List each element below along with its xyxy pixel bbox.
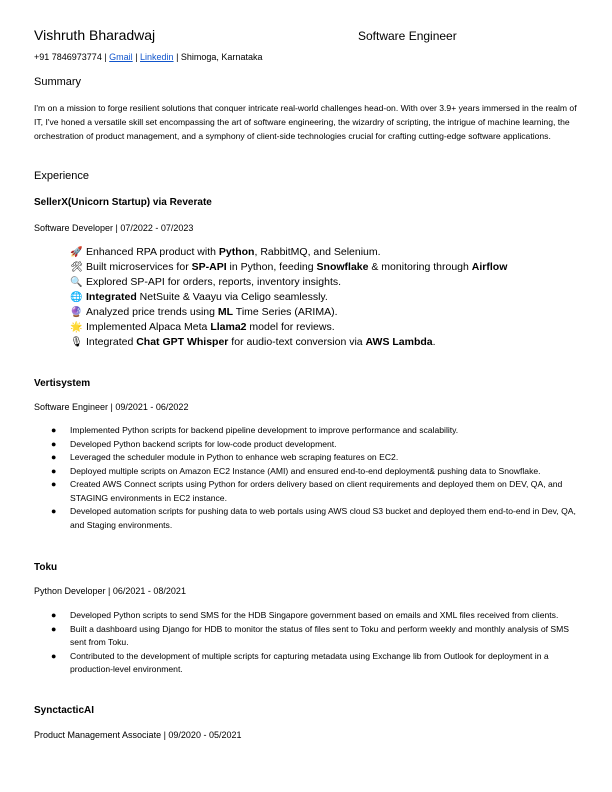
candidate-name: Vishruth Bharadwaj <box>34 27 156 43</box>
separator: | <box>173 52 181 62</box>
item-bold: Snowflake <box>316 261 369 273</box>
toku-bullets <box>34 609 582 677</box>
job-meta-vertisystem: Software Engineer | 09/2021 - 06/2022 <box>34 402 189 412</box>
item-text: Explored SP-API for orders, reports, inventory insights. <box>86 276 342 288</box>
bullet-icon: ● <box>51 438 57 449</box>
list-item <box>34 478 582 505</box>
list-item <box>70 290 590 305</box>
item-bold: Integrated <box>86 291 137 303</box>
company-toku: Toku <box>34 562 58 573</box>
summary-text: I'm on a mission to forge resilient solutions that conquer intricate real-world challenges head-on. With over 3.9+ years immersed in the realm of IT, I've honed a versatile skill set encompassing the art of software engineering, the wizardry of scripting, the intrigue of machine learning, the orchestration of product management, and a symphony of client-side technologies crucial for crafting cutting-edge software applications. <box>34 103 577 141</box>
item-text: Developed Python backend scripts for low-code product development. <box>70 438 337 449</box>
item-text: , RabbitMQ, and Selenium. <box>254 246 381 258</box>
microphone-icon: 🎙 <box>70 337 83 348</box>
company-sellerx: SellerX(Unicorn Startup) via Reverate <box>34 197 212 208</box>
company-vertisystem: Vertisystem <box>34 378 91 389</box>
item-text: for audio-text conversion via <box>228 336 366 348</box>
list-item <box>34 465 582 479</box>
bullet-icon: ● <box>51 650 57 661</box>
location: Shimoga, Karnataka <box>180 52 263 62</box>
globe-icon: 🌐 <box>70 292 83 303</box>
item-bold: Python <box>218 246 255 258</box>
list-item <box>70 335 590 350</box>
list-item <box>70 260 590 275</box>
summary-heading: Summary <box>34 76 82 88</box>
list-item <box>70 275 590 290</box>
list-item <box>34 505 582 532</box>
item-text: Enhanced RPA product with <box>86 246 219 258</box>
contact-line <box>34 52 262 62</box>
list-item <box>34 623 582 650</box>
item-text: model for reviews. <box>246 321 335 333</box>
list-item <box>70 245 590 260</box>
item-text: NetSuite & Vaayu via Celigo seamlessly. <box>136 291 328 303</box>
crystal-ball-icon: 🔮 <box>70 307 83 318</box>
vertisystem-bullets <box>34 424 582 532</box>
item-bold: Llama2 <box>210 321 247 333</box>
rocket-icon: 🚀 <box>70 247 83 258</box>
bullet-icon: ● <box>51 425 57 435</box>
bullet-icon: ● <box>51 623 57 634</box>
list-item <box>34 438 582 452</box>
sellerx-achievements <box>70 245 590 350</box>
phone-number: +91 7846973774 <box>34 52 102 62</box>
item-bold: ML <box>217 306 234 318</box>
bullet-icon: ● <box>51 465 57 476</box>
bullet-icon: ● <box>51 479 57 489</box>
item-text: Deployed multiple scripts on Amazon EC2 Instance (AMI) and ensured end-to-end deployment& pushing data to Snowflake. <box>70 465 541 476</box>
item-bold: Chat GPT Whisper <box>136 336 229 348</box>
item-text: Built a dashboard using Django for HDB to monitor the status of files sent to Toku and perform weekly and monthly analysis of SMS sent from Toku. <box>70 623 570 647</box>
experience-heading: Experience <box>34 170 90 182</box>
item-text: Time Series (ARIMA). <box>233 306 338 318</box>
item-text: Contributed to the development of multiple scripts for capturing metadata using Exchange lib from Outlook for deployment in a production-level environment. <box>70 650 549 674</box>
item-text: in Python, feeding <box>226 261 317 273</box>
list-item <box>34 424 582 438</box>
item-text: Implemented Python scripts for backend pipeline development to improve performance and scalability. <box>70 425 459 435</box>
item-text: Leveraged the scheduler module in Python to enhance web scraping features on EC2. <box>70 452 399 462</box>
magnifier-icon: 🔍 <box>70 277 83 288</box>
tools-icon: 🛠 <box>70 262 83 273</box>
item-text: Developed automation scripts for pushing data to web portals using AWS cloud S3 bucket and deployed them end-to-end in Dev, QA, and Staging environments. <box>70 506 576 530</box>
bullet-icon: ● <box>51 452 57 462</box>
list-item <box>34 609 582 623</box>
item-text: & monitoring through <box>368 261 472 273</box>
job-meta-synctacticai: Product Management Associate | 09/2020 - 05/2021 <box>34 730 242 740</box>
item-bold: AWS Lambda <box>365 336 433 348</box>
linkedin-link[interactable]: Linkedin <box>140 52 174 62</box>
company-synctacticai: SynctacticAI <box>34 705 95 716</box>
list-item <box>70 320 590 335</box>
item-text: Integrated <box>86 336 137 348</box>
candidate-role: Software Engineer <box>358 29 457 43</box>
gmail-link[interactable]: Gmail <box>109 52 133 62</box>
item-text: Built microservices for <box>86 261 192 273</box>
item-bold: Airflow <box>471 261 508 273</box>
separator: | <box>132 52 141 62</box>
item-text: . <box>432 336 436 348</box>
item-text: Implemented Alpaca Meta <box>86 321 211 333</box>
bullet-icon: ● <box>51 506 57 516</box>
list-item <box>34 451 582 465</box>
job-meta-toku: Python Developer | 06/2021 - 08/2021 <box>34 586 186 596</box>
list-item <box>70 305 590 320</box>
item-text: Created AWS Connect scripts using Python for orders delivery based on client requirements and deployed them on DEV, QA, and STAGING environments in EC2 instance. <box>70 479 563 503</box>
item-text: Analyzed price trends using <box>86 306 218 318</box>
item-text: Developed Python scripts to send SMS for the HDB Singapore government based on emails and XML files received from clients. <box>70 610 559 620</box>
list-item <box>34 650 582 677</box>
star-icon: 🌟 <box>70 322 83 333</box>
item-bold: SP-API <box>191 261 227 273</box>
bullet-icon: ● <box>51 610 57 620</box>
job-meta-sellerx: Software Developer | 07/2022 - 07/2023 <box>34 223 194 233</box>
separator: | <box>101 52 110 62</box>
